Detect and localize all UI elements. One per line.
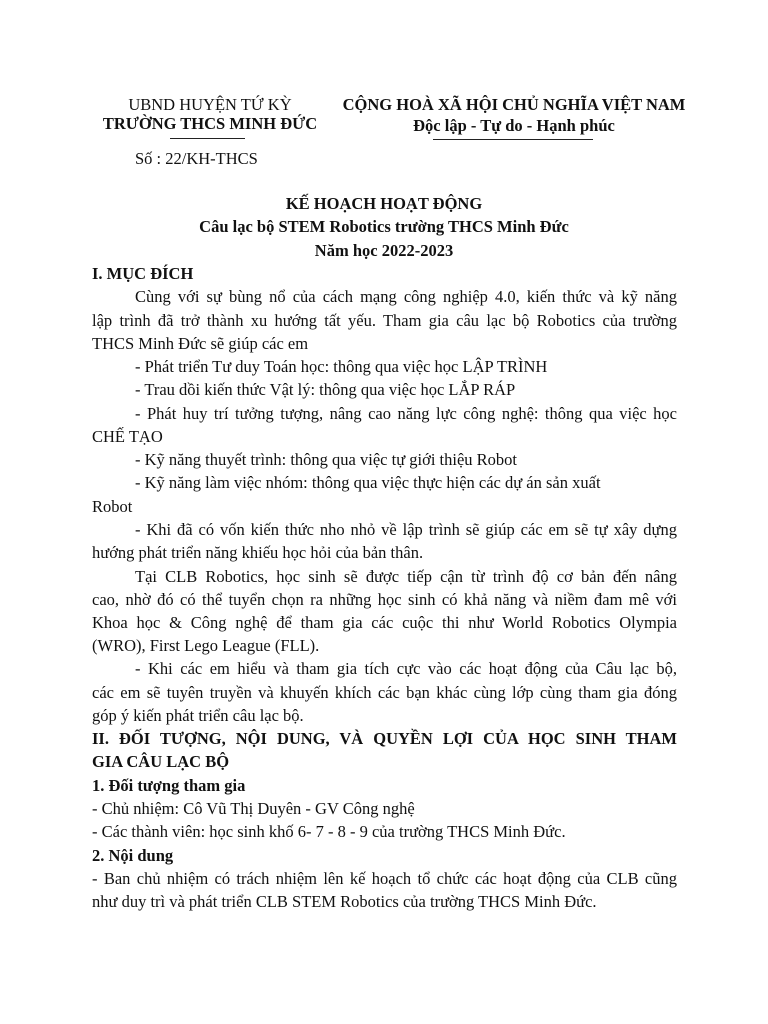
agency-name: UBND HUYỆN TỨ KỲ (128, 95, 292, 114)
bullet-line: - Phát huy trí tưởng tượng, nâng cao năng lực công nghệ: thông qua việc học (135, 404, 677, 423)
bullet-line: hướng phát triển năng khiếu học hỏi của bản thân. (92, 543, 424, 562)
list-item: - Chủ nhiệm: Cô Vũ Thị Duyên - GV Công nghệ (92, 799, 415, 818)
list-item: - Các thành viên: học sinh khố 6- 7 - 8 - 9 của trường THCS Minh Đức. (92, 822, 566, 841)
paragraph-line: Tại CLB Robotics, học sinh sẽ được tiếp cận từ trình độ cơ bản đến nâng (135, 567, 677, 586)
bullet-line: CHẾ TẠO (92, 427, 163, 446)
school-year: Năm học 2022-2023 (314, 241, 454, 260)
paragraph-line: (WRO), First Lego League (FLL). (92, 636, 320, 655)
section1-heading: I. MỤC ĐÍCH (92, 264, 194, 283)
list-item: - Ban chủ nhiệm có trách nhiệm lên kế hoạch tổ chức các hoạt động của CLB cũng (92, 869, 677, 888)
list-item: như duy trì và phát triển CLB STEM Robotics của trường THCS Minh Đức. (92, 892, 597, 911)
document-subtitle: Câu lạc bộ STEM Robotics trường THCS Minh Đức (199, 217, 569, 236)
school-name: TRƯỜNG THCS MINH ĐỨC (102, 114, 318, 133)
header-right-underline (433, 139, 593, 140)
bullet-line: Robot (92, 497, 133, 516)
section2-heading-cont: GIA CÂU LẠC BỘ (92, 752, 230, 771)
subsection1-heading: 1. Đối tượng tham gia (92, 776, 246, 795)
paragraph-line: THCS Minh Đức sẽ giúp các em (92, 334, 309, 353)
section2-heading: II. ĐỐI TƯỢNG, NỘI DUNG, VÀ QUYỀN LỢI CỦA HỌC SINH THAM (92, 729, 677, 748)
paragraph-line: các em sẽ tuyên truyền và khuyến khích các bạn khác cùng lớp cùng tham gia đóng (92, 683, 677, 702)
subsection2-heading: 2. Nội dung (92, 846, 174, 865)
bullet-line: - Kỹ năng làm việc nhóm: thông qua việc thực hiện các dự án sản xuất (135, 473, 601, 492)
document-number: Số : 22/KH-THCS (135, 149, 258, 168)
national-motto: Độc lập - Tự do - Hạnh phúc (413, 116, 615, 135)
paragraph-line: cao, nhờ đó có thể tuyển chọn ra những học sinh có khả năng và niềm đam mê với (92, 590, 677, 609)
header-left-underline (170, 138, 245, 139)
paragraph-line: - Khi các em hiểu và tham gia tích cực vào các hoạt động của Câu lạc bộ, (135, 659, 677, 678)
bullet-line: - Kỹ năng thuyết trình: thông qua việc tự giới thiệu Robot (135, 450, 517, 469)
paragraph-line: Cùng với sự bùng nổ của cách mạng công nghiệp 4.0, kiến thức và kỹ năng (135, 287, 677, 306)
national-title: CỘNG HOÀ XÃ HỘI CHỦ NGHĨA VIỆT NAM (342, 95, 686, 114)
bullet-line: - Phát triển Tư duy Toán học: thông qua việc học LẬP TRÌNH (135, 357, 548, 376)
bullet-line: - Khi đã có vốn kiến thức nho nhỏ về lập trình sẽ giúp các em sẽ tự xây dựng (135, 520, 677, 539)
paragraph-line: góp ý kiến phát triển câu lạc bộ. (92, 706, 304, 725)
document-title: KẾ HOẠCH HOẠT ĐỘNG (285, 194, 483, 213)
paragraph-line: Khoa học & Công nghệ để tham gia các cuộc thi như World Robotics Olympia (92, 613, 677, 632)
paragraph-line: lập trình đã trở thành xu hướng tất yếu. Tham gia câu lạc bộ Robotics của trường (92, 311, 677, 330)
bullet-line: - Trau dồi kiến thức Vật lý: thông qua việc học LẮP RÁP (135, 380, 516, 399)
